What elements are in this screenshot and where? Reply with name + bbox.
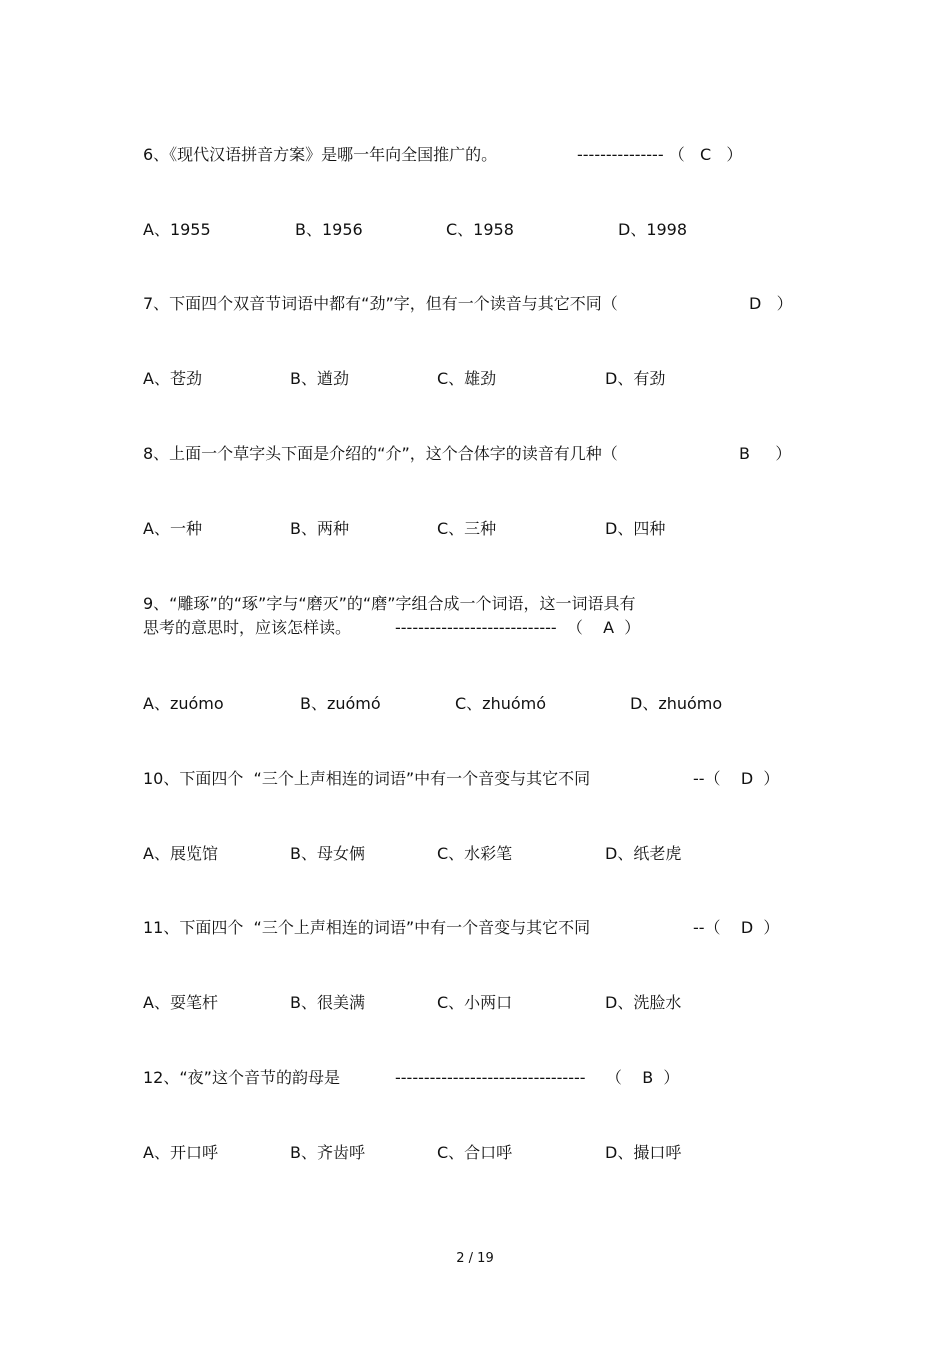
question-7-stem: 7、下面四个双音节词语中都有“劲”字，但有一个读音与其它不同（ <box>143 294 618 313</box>
question-11-option-b: B、很美满 <box>290 993 365 1012</box>
question-9-option-d: D、zhuómo <box>630 694 723 713</box>
question-6-option-b: B、1956 <box>295 220 363 239</box>
question-6-answer: --------------- （ C ） <box>577 145 743 164</box>
question-11-option-d: D、洗脸水 <box>605 993 682 1012</box>
question-12-option-d: D、撮口呼 <box>605 1143 682 1162</box>
question-6-option-a: A、1955 <box>143 220 211 239</box>
question-11-stem: 11、下面四个 “三个上声相连的词语”中有一个音变与其它不同 <box>143 918 591 937</box>
question-10-option-a: A、展览馆 <box>143 844 218 863</box>
page-number: 2 / 19 <box>456 1251 494 1266</box>
question-9-option-b: B、zuómó <box>300 694 381 713</box>
question-12-stem: 12、“夜”这个音节的韵母是 <box>143 1068 340 1087</box>
question-8-option-d: D、四种 <box>605 519 666 538</box>
question-6-option-c: C、1958 <box>446 220 514 239</box>
question-10-option-b: B、母女俩 <box>290 844 365 863</box>
question-9-option-c: C、zhuómó <box>455 694 547 713</box>
question-12-answer: --------------------------------- （ B ） <box>395 1068 680 1087</box>
question-11-option-a: A、耍笔杆 <box>143 993 218 1012</box>
question-9-option-a: A、zuómo <box>143 694 224 713</box>
question-10-option-d: D、纸老虎 <box>605 844 682 863</box>
question-12-option-c: C、合口呼 <box>437 1143 513 1162</box>
question-9-answer: ---------------------------- （ A ） <box>395 618 641 637</box>
question-10-stem: 10、下面四个 “三个上声相连的词语”中有一个音变与其它不同 <box>143 769 591 788</box>
question-6-option-d: D、1998 <box>618 220 688 239</box>
question-7-option-a: A、苍劲 <box>143 369 202 388</box>
question-12-option-a: A、开口呼 <box>143 1143 218 1162</box>
question-8-option-c: C、三种 <box>437 519 497 538</box>
question-9-stem: 9、“雕琢”的“琢”字与“磨灭”的“磨”字组合成一个词语，这一词语具有 <box>143 594 636 613</box>
question-11-option-c: C、小两口 <box>437 993 513 1012</box>
question-10-answer: --（ D ） <box>693 769 780 788</box>
question-11-answer: --（ D ） <box>693 918 780 937</box>
question-8-option-a: A、一种 <box>143 519 202 538</box>
question-7-answer: D ） <box>749 294 793 313</box>
question-8-stem: 8、上面一个草字头下面是介绍的“介”，这个合体字的读音有几种（ <box>143 444 618 463</box>
question-12-option-b: B、齐齿呼 <box>290 1143 365 1162</box>
question-8-answer: B ） <box>739 444 792 463</box>
question-6-stem: 6、《现代汉语拼音方案》是哪一年向全国推广的。 <box>143 145 498 164</box>
question-9-stem-continued: 思考的意思时，应该怎样读。 <box>143 618 352 637</box>
question-10-option-c: C、水彩笔 <box>437 844 513 863</box>
question-7-option-b: B、遒劲 <box>290 369 349 388</box>
question-7-option-c: C、雄劲 <box>437 369 497 388</box>
question-7-option-d: D、有劲 <box>605 369 666 388</box>
question-8-option-b: B、两种 <box>290 519 349 538</box>
